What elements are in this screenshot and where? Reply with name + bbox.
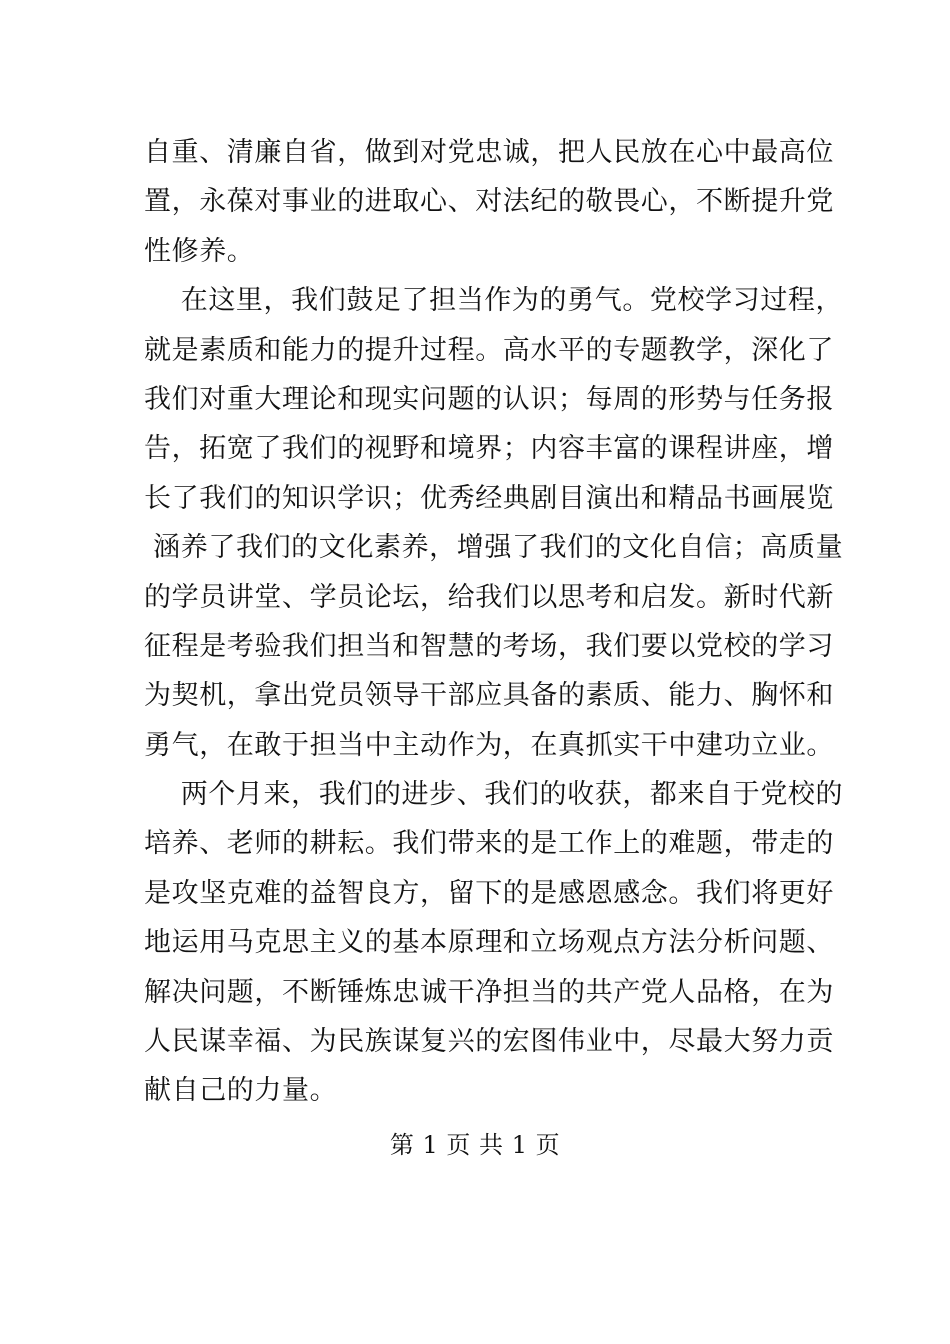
- body-text: [144, 128, 844, 1116]
- text-line: 自重、清廉自省，做到对党忠诚，把人民放在心中最高位: [144, 137, 834, 168]
- text-line: 我们对重大理论和现实问题的认识；每周的形势与任务报: [144, 383, 834, 415]
- text-line: 为契机，拿出党员领导干部应具备的素质、能力、胸怀和: [144, 680, 834, 712]
- text-line: 人民谋幸福、为民族谋复兴的宏图伟业中，尽最大努力贡: [144, 1026, 834, 1058]
- text-line: 长了我们的知识学识；优秀经典剧目演出和精品书画展览: [144, 482, 834, 514]
- text-line: 性修养。: [144, 235, 255, 267]
- text-line: 就是素质和能力的提升过程。高水平的专题教学，深化了: [144, 334, 834, 366]
- text-line: 置，永葆对事业的进取心、对法纪的敬畏心，不断提升党: [144, 186, 834, 218]
- text-line: 征程是考验我们担当和智慧的考场，我们要以党校的学习: [144, 630, 834, 662]
- text-line: 两个月来，我们的进步、我们的收获，都来自于党校的: [144, 779, 844, 811]
- text-line: 涵养了我们的文化素养，增强了我们的文化自信；高质量: [144, 532, 844, 564]
- text-line: 解决问题，不断锤炼忠诚干净担当的共产党人品格，在为: [144, 976, 834, 1008]
- text-line: 地运用马克思主义的基本原理和立场观点方法分析问题、: [144, 927, 834, 959]
- text-line: 勇气，在敢于担当中主动作为，在真抓实干中建功立业。: [144, 729, 834, 761]
- text-line: 是攻坚克难的益智良方，留下的是感恩感念。我们将更好: [144, 877, 834, 909]
- text-line: 在这里，我们鼓足了担当作为的勇气。党校学习过程，: [144, 285, 844, 317]
- text-line: 告，拓宽了我们的视野和境界；内容丰富的课程讲座，增: [144, 433, 834, 465]
- text-line: 献自己的力量。: [144, 1075, 338, 1107]
- page-footer: 第 1 页 共 1 页: [389, 1131, 561, 1159]
- text-line: 的学员讲堂、学员论坛，给我们以思考和启发。新时代新: [144, 581, 834, 613]
- text-line: 培养、老师的耕耘。我们带来的是工作上的难题，带走的: [144, 828, 834, 860]
